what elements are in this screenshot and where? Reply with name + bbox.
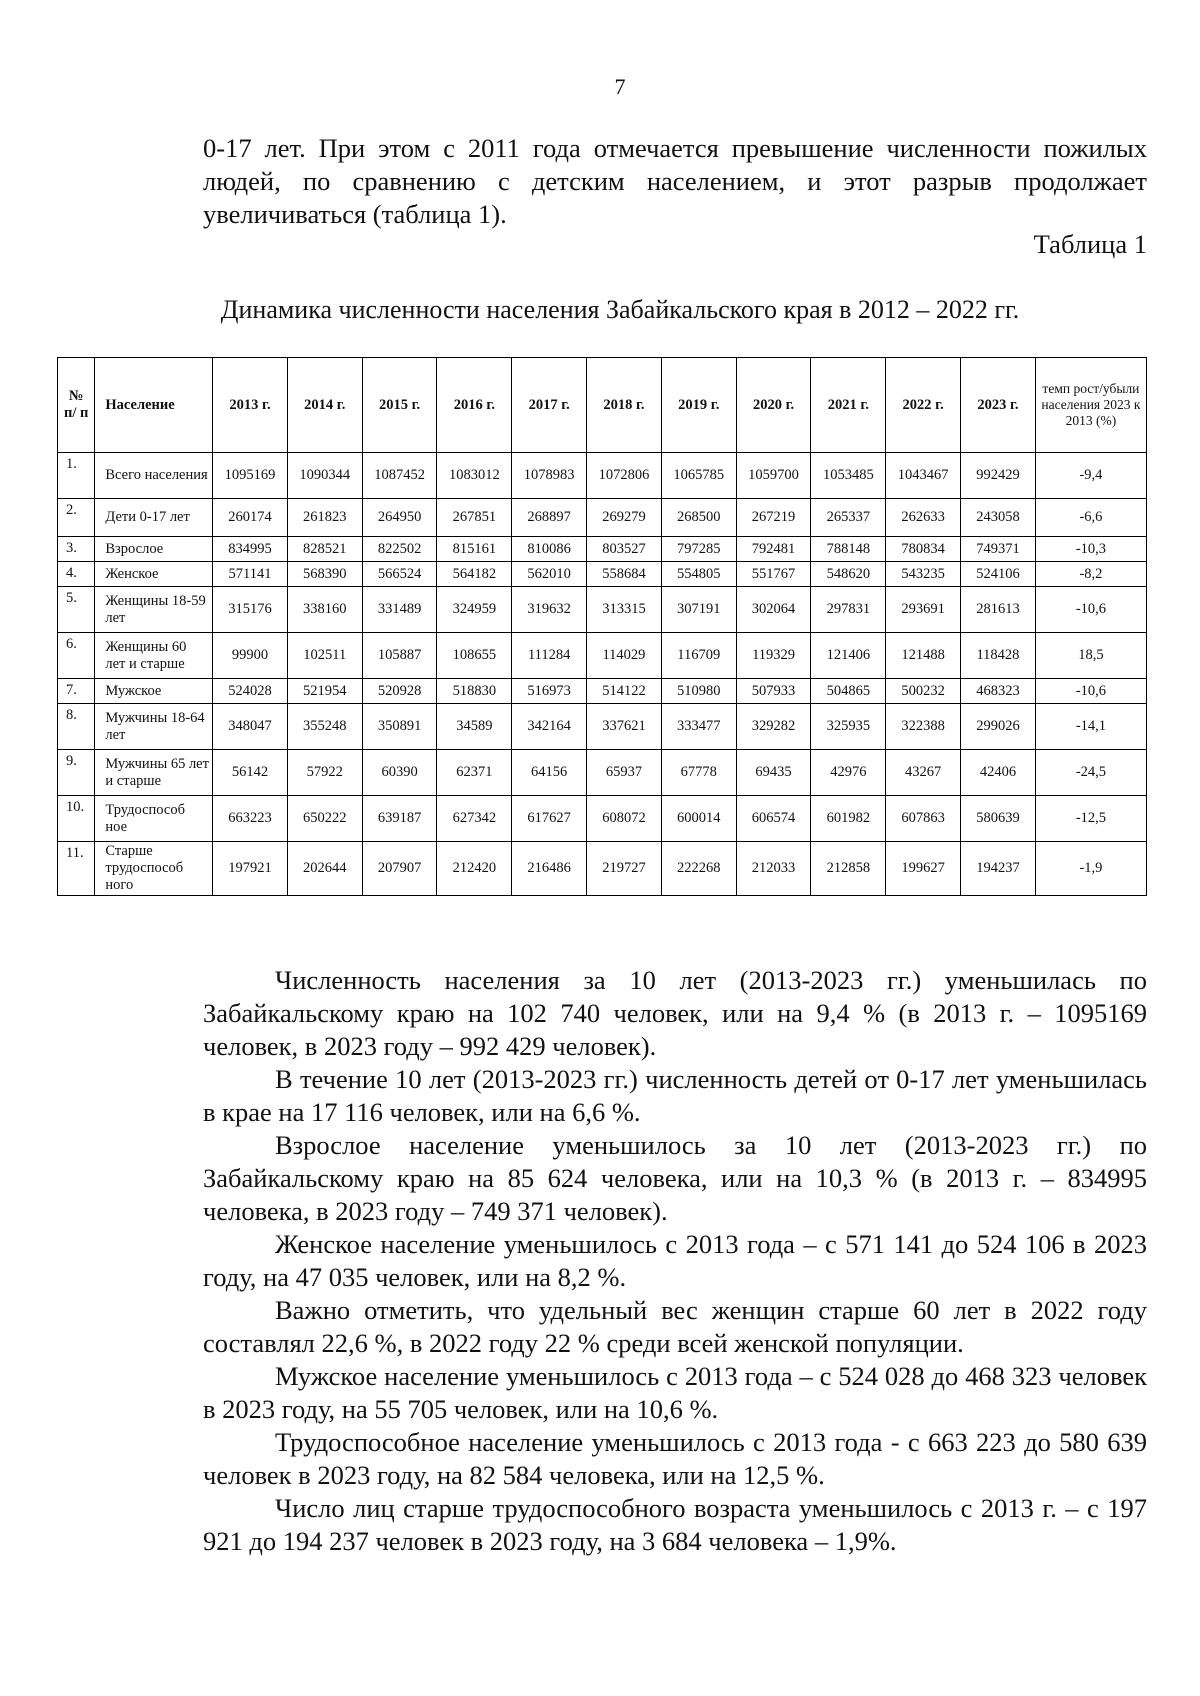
table-row [58, 453, 1147, 499]
table-cell-value: 558684 [587, 562, 662, 587]
table-cell-value: 1072806 [587, 453, 662, 499]
body-paragraph: Число лиц старше трудоспособного возраста уменьшилось с 2013 г. – с 197 921 до 194 237 человек в 2023 году, на 3 684 человека – 1,9%. [203, 1493, 1147, 1556]
table-cell-value: 551767 [736, 562, 811, 587]
table-cell-value: 121406 [811, 633, 886, 679]
row-rate: -8,2 [1035, 562, 1146, 587]
row-rate: -6,6 [1035, 499, 1146, 537]
row-rate: -9,4 [1035, 453, 1146, 499]
table-cell-value: 600014 [661, 796, 736, 842]
table-cell-value: 627342 [437, 796, 512, 842]
table-cell-value: 468323 [961, 679, 1036, 704]
table-cell-value: 260174 [213, 499, 288, 537]
table-cell-value: 834995 [213, 537, 288, 562]
table-cell-value: 324959 [437, 587, 512, 633]
table-row [58, 750, 1147, 796]
table-cell-value: 780834 [886, 537, 961, 562]
body-text [203, 964, 1147, 1558]
table-cell-value: 65937 [587, 750, 662, 796]
table-cell-value: 524028 [213, 679, 288, 704]
table-cell-value: 1078983 [512, 453, 587, 499]
table-cell-value: 1053485 [811, 453, 886, 499]
table-cell-value: 43267 [886, 750, 961, 796]
table-cell-value: 42406 [961, 750, 1036, 796]
table-cell-value: 194237 [961, 842, 1036, 896]
row-rate: -24,5 [1035, 750, 1146, 796]
population-table [57, 357, 1147, 896]
row-number: 3. [58, 537, 95, 562]
table-cell-value: 992429 [961, 453, 1036, 499]
table-cell-value: 212033 [736, 842, 811, 896]
table-cell-value: 524106 [961, 562, 1036, 587]
table-cell-value: 639187 [362, 796, 437, 842]
row-number: 7. [58, 679, 95, 704]
table-cell-value: 119329 [736, 633, 811, 679]
table-cell-value: 500232 [886, 679, 961, 704]
table-cell-value: 606574 [736, 796, 811, 842]
table-cell-value: 650222 [287, 796, 362, 842]
table-cell-value: 348047 [213, 704, 288, 750]
row-number: 8. [58, 704, 95, 750]
table-cell-value: 571141 [213, 562, 288, 587]
table-cell-value: 212420 [437, 842, 512, 896]
header-year: 2020 г. [736, 358, 811, 453]
row-category: Женщины 60 лет и старше [95, 633, 213, 679]
table-cell-value: 815161 [437, 537, 512, 562]
row-category: Взрослое [95, 537, 213, 562]
table-cell-value: 261823 [287, 499, 362, 537]
table-cell-value: 114029 [587, 633, 662, 679]
row-number: 1. [58, 453, 95, 499]
table-cell-value: 1065785 [661, 453, 736, 499]
table-cell-value: 269279 [587, 499, 662, 537]
table-cell-value: 102511 [287, 633, 362, 679]
body-paragraph: Мужское население уменьшилось с 2013 года – с 524 028 до 468 323 человек в 2023 году, на 55 705 человек, или на 10,6 %. [203, 1361, 1147, 1424]
table-cell-value: 69435 [736, 750, 811, 796]
row-rate: -10,6 [1035, 587, 1146, 633]
table-cell-value: 608072 [587, 796, 662, 842]
table-cell-value: 607863 [886, 796, 961, 842]
table-cell-value: 554805 [661, 562, 736, 587]
table-cell-value: 319632 [512, 587, 587, 633]
table-cell-value: 338160 [287, 587, 362, 633]
table-cell-value: 1059700 [736, 453, 811, 499]
body-paragraph: Важно отметить, что удельный вес женщин старше 60 лет в 2022 году составлял 22,6 %, в 2022 году 22 % среди всей женской популяции. [203, 1295, 1147, 1358]
table-cell-value: 216486 [512, 842, 587, 896]
table-cell-value: 580639 [961, 796, 1036, 842]
table-cell-value: 822502 [362, 537, 437, 562]
row-category: Женщины 18-59 лет [95, 587, 213, 633]
table-cell-value: 262633 [886, 499, 961, 537]
table-cell-value: 564182 [437, 562, 512, 587]
table-cell-value: 514122 [587, 679, 662, 704]
row-category: Трудоспособ ное [95, 796, 213, 842]
table-cell-value: 788148 [811, 537, 886, 562]
table-cell-value: 566524 [362, 562, 437, 587]
page-number: 7 [614, 74, 626, 99]
table-cell-value: 331489 [362, 587, 437, 633]
table-cell-value: 67778 [661, 750, 736, 796]
table-cell-value: 57922 [287, 750, 362, 796]
table-cell-value: 329282 [736, 704, 811, 750]
body-paragraph: В течение 10 лет (2013-2023 гг.) численность детей от 0-17 лет уменьшилась в крае на 17 116 человек, или на 6,6 %. [203, 1064, 1147, 1127]
body-paragraph: Трудоспособное население уменьшилось с 2013 года - с 663 223 до 580 639 человек в 2023 году, на 82 584 человека, или на 12,5 %. [203, 1427, 1147, 1490]
row-number: 2. [58, 499, 95, 537]
table-cell-value: 1090344 [287, 453, 362, 499]
table-cell-value: 504865 [811, 679, 886, 704]
table-cell-value: 337621 [587, 704, 662, 750]
header-rate: темп рост/убыли населения 2023 к 2013 (%) [1035, 358, 1146, 453]
table-cell-value: 34589 [437, 704, 512, 750]
table-cell-value: 99900 [213, 633, 288, 679]
table-cell-value: 520928 [362, 679, 437, 704]
table-cell-value: 307191 [661, 587, 736, 633]
table-cell-value: 222268 [661, 842, 736, 896]
table-cell-value: 510980 [661, 679, 736, 704]
header-year: 2018 г. [587, 358, 662, 453]
row-category: Женское [95, 562, 213, 587]
table-cell-value: 518830 [437, 679, 512, 704]
row-rate: -14,1 [1035, 704, 1146, 750]
table-cell-value: 219727 [587, 842, 662, 896]
table-cell-value: 299026 [961, 704, 1036, 750]
table-cell-value: 1095169 [213, 453, 288, 499]
row-rate: -10,6 [1035, 679, 1146, 704]
row-number: 10. [58, 796, 95, 842]
table-cell-value: 322388 [886, 704, 961, 750]
table-row [58, 633, 1147, 679]
table-cell-value: 199627 [886, 842, 961, 896]
table-cell-value: 543235 [886, 562, 961, 587]
table-cell-value: 828521 [287, 537, 362, 562]
table-label: Таблица 1 [1033, 229, 1147, 259]
table-row [58, 537, 1147, 562]
table-title: Динамика численности населения Забайкальского края в 2012 – 2022 гг. [220, 295, 1020, 324]
table-cell-value: 108655 [437, 633, 512, 679]
header-year: 2019 г. [661, 358, 736, 453]
table-cell-value: 297831 [811, 587, 886, 633]
row-number: 5. [58, 587, 95, 633]
header-num: № п/ п [58, 358, 95, 453]
table-cell-value: 749371 [961, 537, 1036, 562]
row-number: 9. [58, 750, 95, 796]
table-cell-value: 111284 [512, 633, 587, 679]
header-year: 2023 г. [961, 358, 1036, 453]
table-cell-value: 268500 [661, 499, 736, 537]
header-year: 2015 г. [362, 358, 437, 453]
body-paragraph: Женское население уменьшилось с 2013 года – с 571 141 до 524 106 в 2023 году, на 47 035 человек, или на 8,2 %. [203, 1229, 1147, 1292]
table-cell-value: 62371 [437, 750, 512, 796]
header-year: 2014 г. [287, 358, 362, 453]
row-rate: -1,9 [1035, 842, 1146, 896]
row-category: Всего населения [95, 453, 213, 499]
table-body [58, 453, 1147, 896]
table-cell-value: 1087452 [362, 453, 437, 499]
row-rate: -12,5 [1035, 796, 1146, 842]
table-cell-value: 568390 [287, 562, 362, 587]
table-cell-value: 342164 [512, 704, 587, 750]
table-cell-value: 267851 [437, 499, 512, 537]
header-year: 2022 г. [886, 358, 961, 453]
row-number: 11. [58, 842, 95, 896]
row-category: Дети 0-17 лет [95, 499, 213, 537]
table-cell-value: 507933 [736, 679, 811, 704]
table-cell-value: 268897 [512, 499, 587, 537]
table-cell-value: 803527 [587, 537, 662, 562]
table-cell-value: 810086 [512, 537, 587, 562]
table-row [58, 587, 1147, 633]
table-cell-value: 293691 [886, 587, 961, 633]
table-cell-value: 1083012 [437, 453, 512, 499]
table-cell-value: 56142 [213, 750, 288, 796]
row-number: 6. [58, 633, 95, 679]
header-year: 2021 г. [811, 358, 886, 453]
table-cell-value: 207907 [362, 842, 437, 896]
table-cell-value: 64156 [512, 750, 587, 796]
table-cell-value: 521954 [287, 679, 362, 704]
row-rate: 18,5 [1035, 633, 1146, 679]
row-rate: -10,3 [1035, 537, 1146, 562]
table-cell-value: 118428 [961, 633, 1036, 679]
table-cell-value: 42976 [811, 750, 886, 796]
table-cell-value: 264950 [362, 499, 437, 537]
table-cell-value: 265337 [811, 499, 886, 537]
table-cell-value: 333477 [661, 704, 736, 750]
intro-paragraph: 0-17 лет. При этом с 2011 года отмечается превышение численности пожилых людей, по сравнению с детским населением, и этот разрыв продолжает увеличиваться (таблица 1). [203, 133, 1147, 229]
row-category: Мужчины 65 лет и старше [95, 750, 213, 796]
header-population: Население [95, 358, 213, 453]
table-cell-value: 202644 [287, 842, 362, 896]
row-number: 4. [58, 562, 95, 587]
table-cell-value: 243058 [961, 499, 1036, 537]
body-paragraph: Численность населения за 10 лет (2013-2023 гг.) уменьшилась по Забайкальскому краю на 102 740 человек, или на 9,4 % (в 2013 г. – 1095169 человек, в 2023 году – 992 429 человек). [203, 965, 1147, 1061]
table-header-row [58, 358, 1147, 453]
table-cell-value: 313315 [587, 587, 662, 633]
table-cell-value: 121488 [886, 633, 961, 679]
table-cell-value: 281613 [961, 587, 1036, 633]
row-category: Старше трудоспособ ного [95, 842, 213, 896]
header-year: 2016 г. [437, 358, 512, 453]
row-category: Мужское [95, 679, 213, 704]
body-paragraph: Взрослое население уменьшилось за 10 лет (2013-2023 гг.) по Забайкальскому краю на 85 624 человека, или на 10,3 % (в 2013 г. – 834995 человека, в 2023 году – 749 371 человек). [203, 1130, 1147, 1226]
table-cell-value: 355248 [287, 704, 362, 750]
table-cell-value: 1043467 [886, 453, 961, 499]
table-cell-value: 212858 [811, 842, 886, 896]
table-cell-value: 548620 [811, 562, 886, 587]
table-cell-value: 617627 [512, 796, 587, 842]
table-cell-value: 797285 [661, 537, 736, 562]
table-cell-value: 663223 [213, 796, 288, 842]
row-category: Мужчины 18-64 лет [95, 704, 213, 750]
table-cell-value: 792481 [736, 537, 811, 562]
table-row [58, 679, 1147, 704]
table-cell-value: 516973 [512, 679, 587, 704]
table-row [58, 562, 1147, 587]
table-row [58, 842, 1147, 896]
table-cell-value: 601982 [811, 796, 886, 842]
table-row [58, 796, 1147, 842]
table-row [58, 499, 1147, 537]
table-cell-value: 325935 [811, 704, 886, 750]
table-cell-value: 302064 [736, 587, 811, 633]
table-cell-value: 116709 [661, 633, 736, 679]
table-cell-value: 60390 [362, 750, 437, 796]
table-cell-value: 315176 [213, 587, 288, 633]
header-year: 2013 г. [213, 358, 288, 453]
table-cell-value: 562010 [512, 562, 587, 587]
table-row [58, 704, 1147, 750]
header-year: 2017 г. [512, 358, 587, 453]
table-cell-value: 350891 [362, 704, 437, 750]
table-cell-value: 197921 [213, 842, 288, 896]
table-cell-value: 105887 [362, 633, 437, 679]
table-cell-value: 267219 [736, 499, 811, 537]
